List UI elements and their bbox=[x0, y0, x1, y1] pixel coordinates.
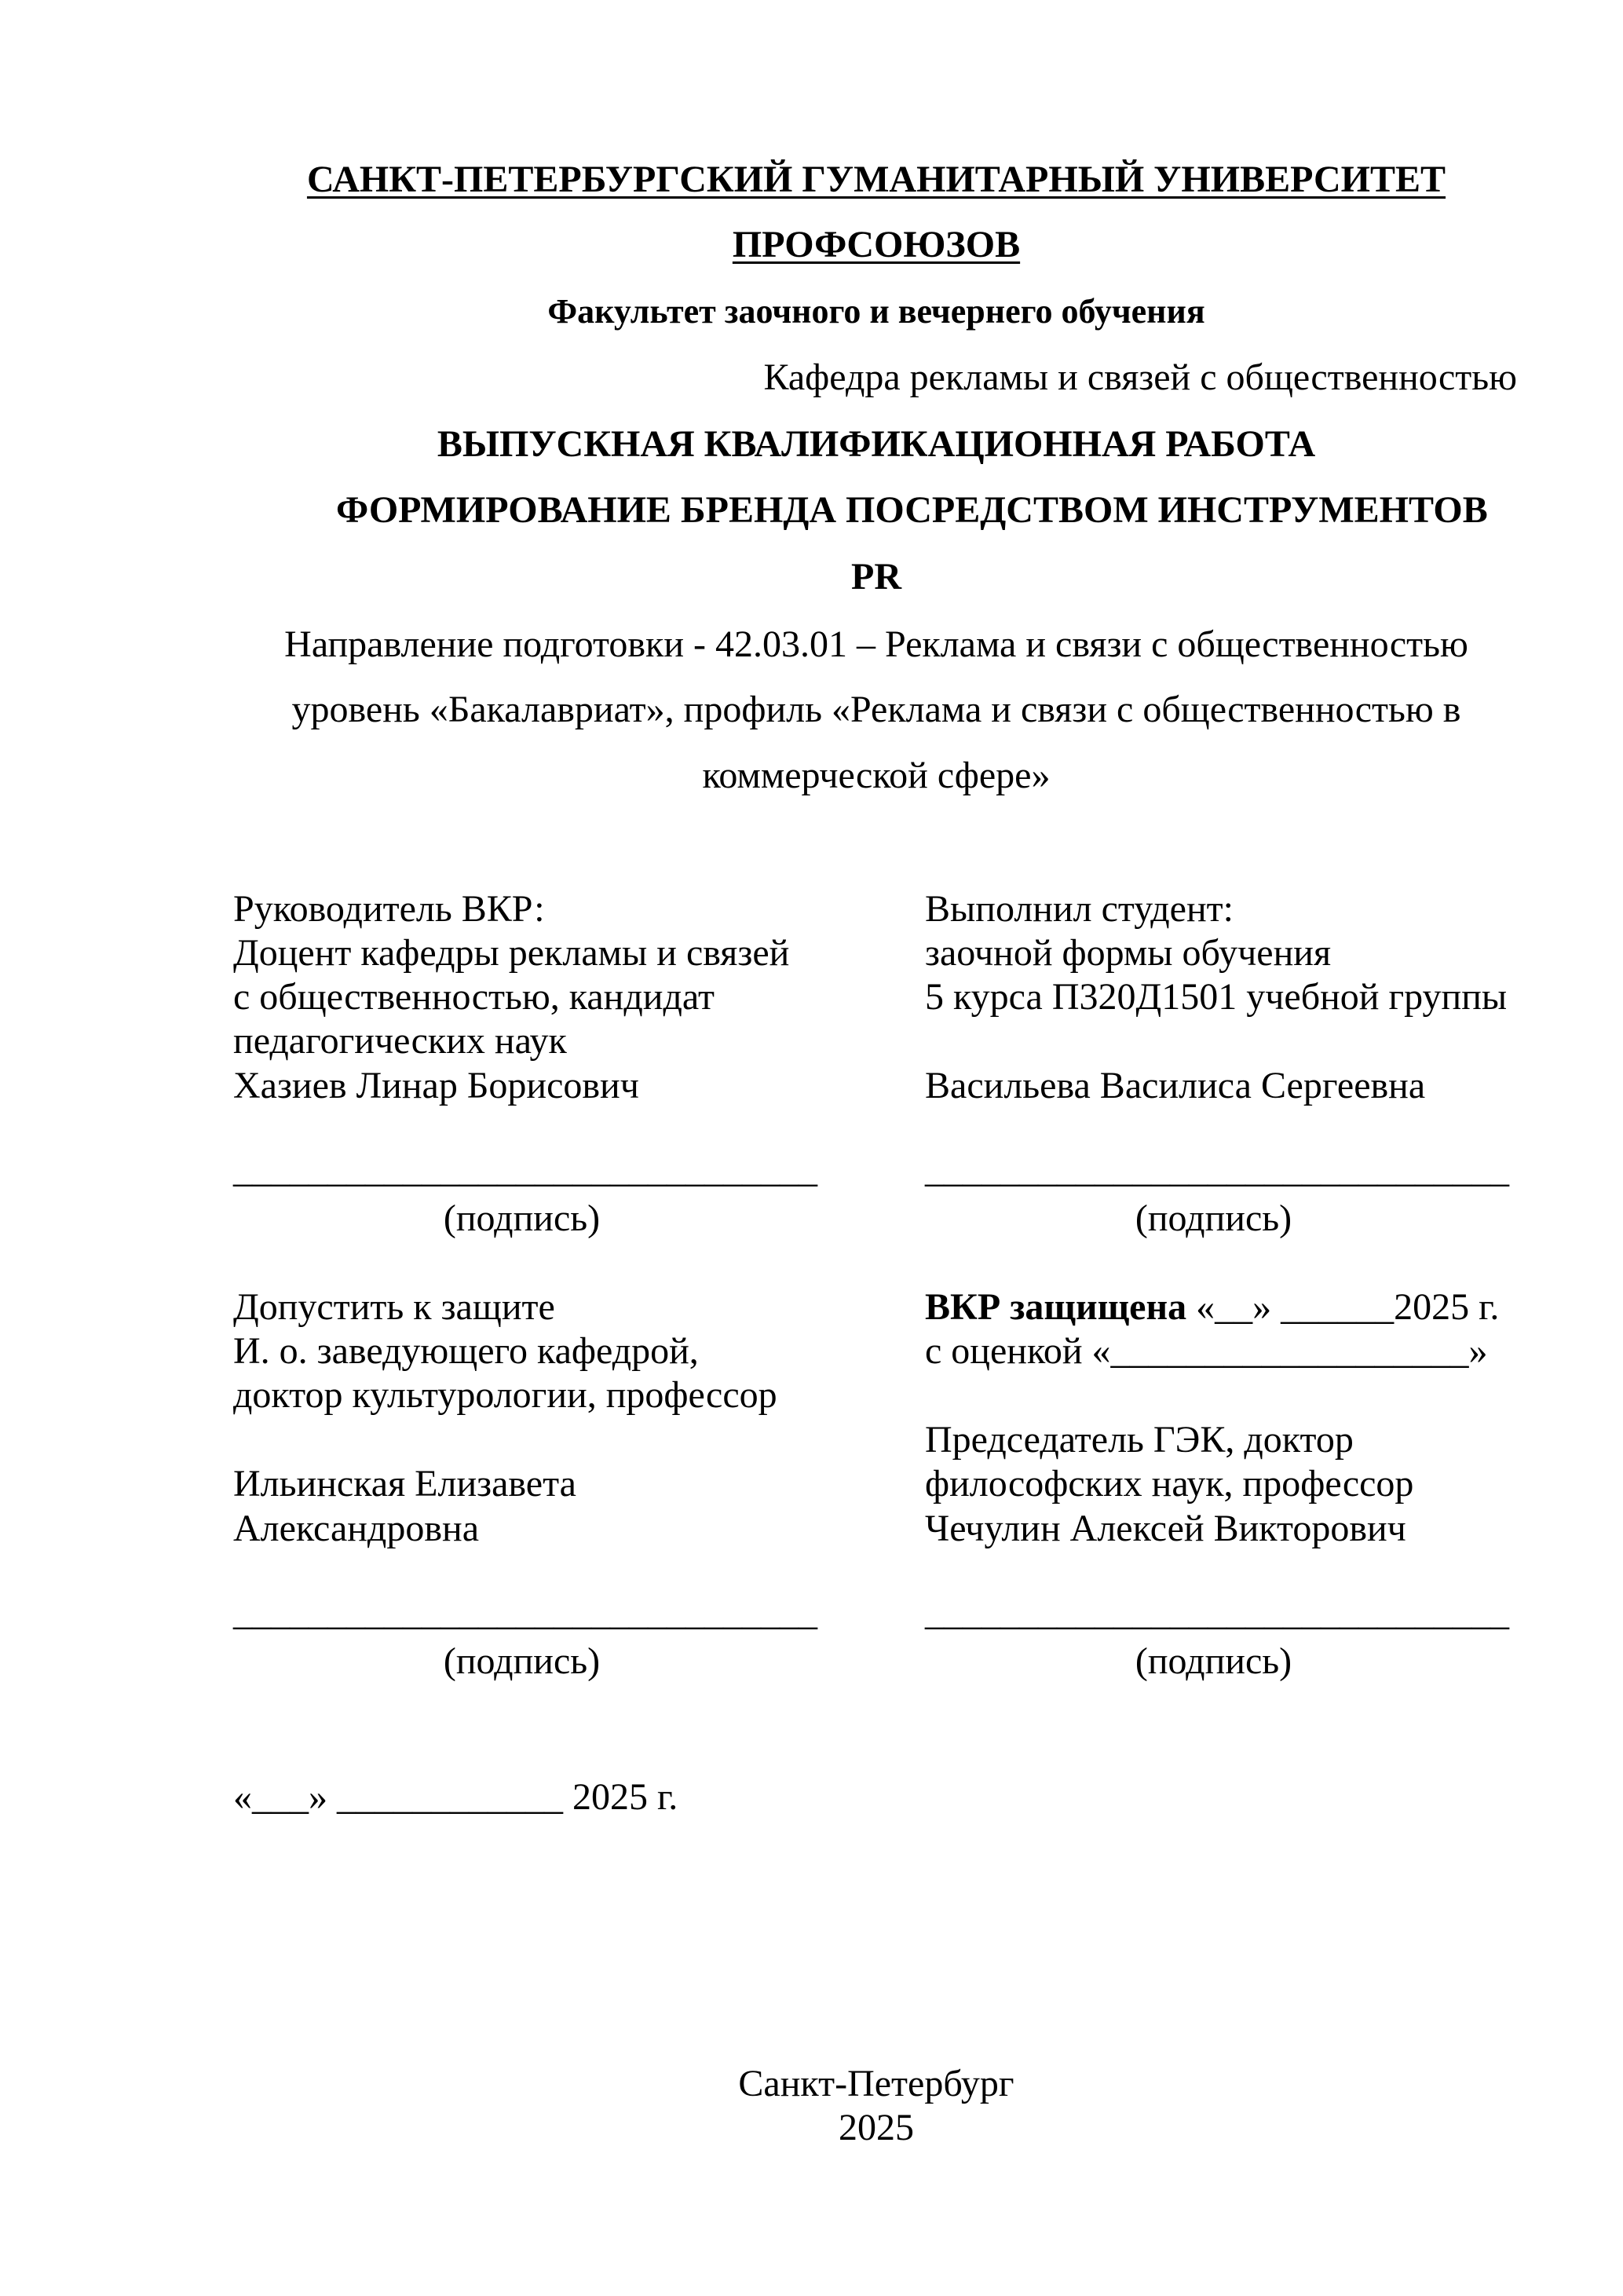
work-type: ВЫПУСКНАЯ КВАЛИФИКАЦИОННАЯ РАБОТА bbox=[437, 423, 1316, 465]
student-signature-label: (подпись) bbox=[1135, 1197, 1292, 1239]
student-group: 5 курса П320Д1501 учебной группы bbox=[925, 976, 1508, 1018]
student-signature-line: _______________________________ bbox=[925, 1149, 1509, 1190]
defense-status-bold: ВКР защищена bbox=[925, 1286, 1187, 1328]
admission-signature-label: (подпись) bbox=[443, 1640, 601, 1682]
admission-degree: доктор культурологии, профессор bbox=[233, 1374, 777, 1416]
supervisor-signature-line: _______________________________ bbox=[233, 1149, 817, 1190]
faculty: Факультет заочного и вечернего обучения bbox=[547, 292, 1205, 331]
direction-line2: уровень «Бакалавриат», профиль «Реклама и связи с общественностью в bbox=[291, 689, 1461, 730]
topic-line1: ФОРМИРОВАНИЕ БРЕНДА ПОСРЕДСТВОМ ИНСТРУМЕНТОВ bbox=[336, 489, 1488, 531]
student-heading: Выполнил студент: bbox=[925, 888, 1234, 930]
university-name-line1: САНКТ-ПЕТЕРБУРГСКИЙ ГУМАНИТАРНЫЙ УНИВЕРСИТЕТ bbox=[306, 159, 1446, 200]
admission-name: Александровна bbox=[233, 1508, 480, 1549]
defense-grade: с оценкой «___________________» bbox=[925, 1330, 1488, 1372]
admission-name: Ильинская Елизавета bbox=[233, 1463, 576, 1504]
chairman-signature-label: (подпись) bbox=[1135, 1640, 1292, 1682]
student-study-form: заочной формы обучения bbox=[925, 932, 1332, 974]
defense-status bbox=[925, 1285, 1499, 1329]
topic-line2: PR bbox=[851, 556, 901, 598]
student-name: Васильева Василиса Сергеевна bbox=[925, 1065, 1426, 1106]
direction-line1: Направление подготовки - 42.03.01 – Реклама и связи с общественностью bbox=[284, 623, 1468, 665]
admission-signature-line: _______________________________ bbox=[233, 1592, 817, 1633]
supervisor-name: Хазиев Линар Борисович bbox=[233, 1065, 639, 1106]
department: Кафедра рекламы и связей с общественностью bbox=[763, 356, 1517, 398]
chairman-signature-line: _______________________________ bbox=[925, 1592, 1509, 1633]
chairman-name: Чечулин Алексей Викторович bbox=[925, 1508, 1406, 1549]
chairman-degree: философских наук, профессор bbox=[925, 1463, 1414, 1504]
university-name-line2: ПРОФСОЮЗОВ bbox=[732, 224, 1021, 265]
admission-date: «___» ____________ 2025 г. bbox=[233, 1776, 678, 1818]
chairman-position: Председатель ГЭК, доктор bbox=[925, 1419, 1354, 1461]
footer-year: 2025 bbox=[839, 2107, 914, 2148]
supervisor-degree: педагогических наук bbox=[233, 1020, 567, 1062]
direction-line3: коммерческой сфере» bbox=[702, 755, 1051, 796]
supervisor-signature-label: (подпись) bbox=[443, 1197, 601, 1239]
admission-position: И. о. заведующего кафедрой, bbox=[233, 1330, 699, 1372]
supervisor-position: Доцент кафедры рекламы и связей bbox=[233, 932, 790, 974]
supervisor-heading: Руководитель ВКР: bbox=[233, 888, 545, 930]
defense-date: «__» ______2025 г. bbox=[1186, 1286, 1500, 1328]
footer-city: Санкт-Петербург bbox=[738, 2063, 1014, 2104]
supervisor-position: с общественностью, кандидат bbox=[233, 976, 715, 1018]
admission-heading: Допустить к защите bbox=[233, 1286, 555, 1328]
